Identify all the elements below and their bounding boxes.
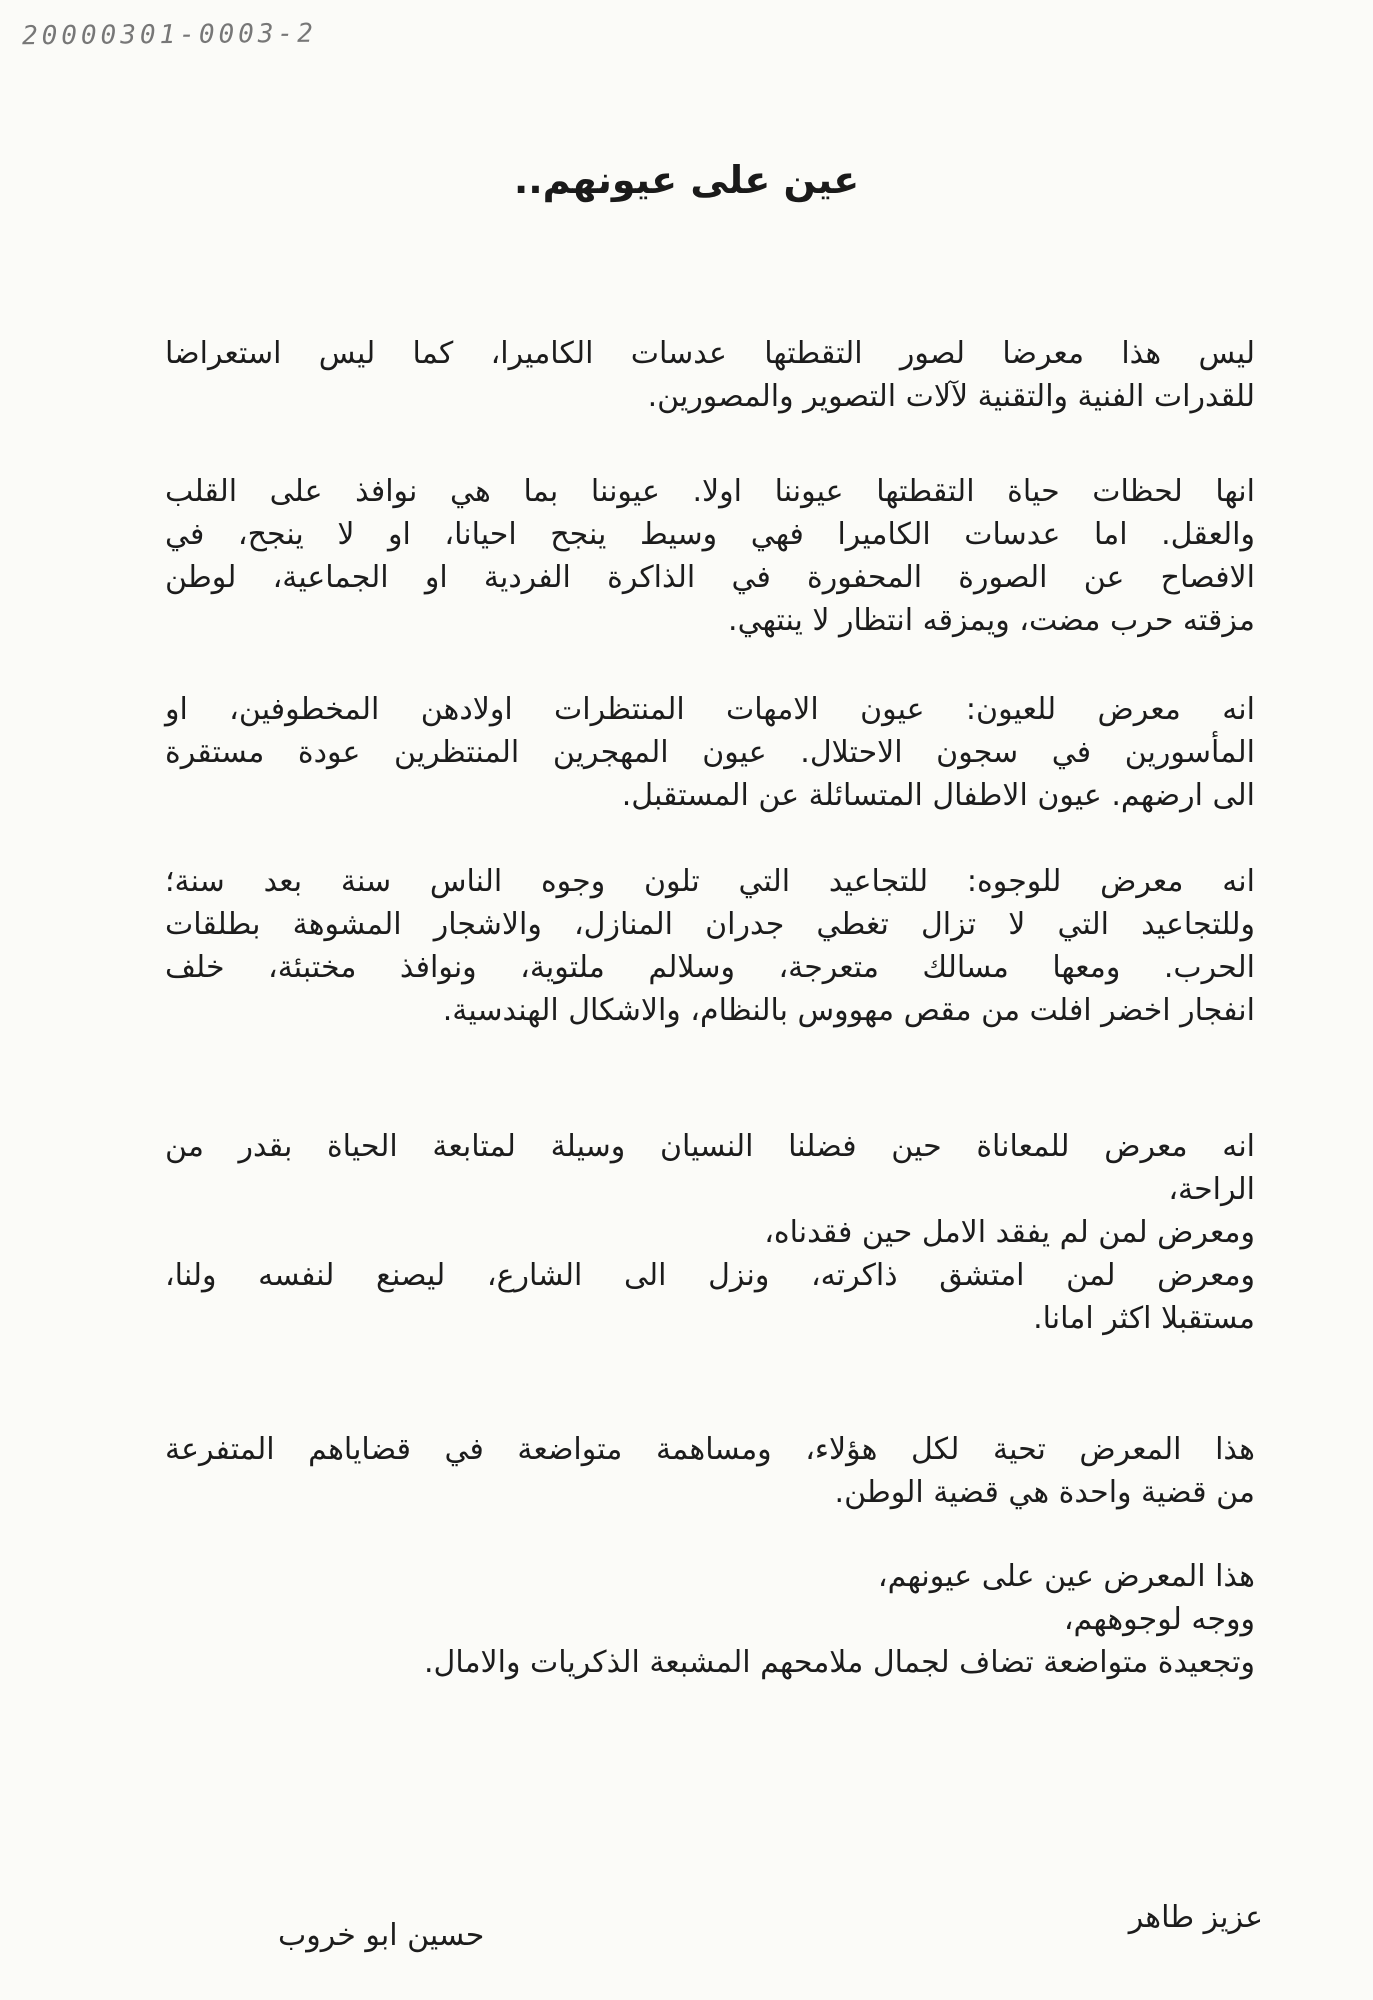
paragraph-eyes: [165, 688, 1255, 817]
paragraph-line: الراحة،: [1168, 1172, 1255, 1207]
paragraph-line: الى ارضهم. عيون الاطفال المتسائلة عن المستقبل.: [621, 778, 1255, 813]
paragraph-line: انه معرض للعيون: عيون الامهات المنتظرات اولادهن المخطوفين، او: [165, 692, 1255, 727]
paragraph-faces: [165, 860, 1255, 1032]
signature-hussein-abu-kharroub: حسين ابو خروب: [278, 1918, 485, 1953]
document-title: عين على عيونهم..: [513, 158, 860, 202]
paragraph-line: المأسورين في سجون الاحتلال. عيون المهجرين المنتظرين عودة مستقرة: [165, 735, 1255, 770]
paragraph-closing: [165, 1555, 1255, 1684]
paragraph-line: مزقته حرب مضت، ويمزقه انتظار لا ينتهي.: [728, 603, 1255, 638]
paragraph-line: من قضية واحدة هي قضية الوطن.: [834, 1475, 1255, 1510]
paragraph-line: الافصاح عن الصورة المحفورة في الذاكرة الفردية او الجماعية، لوطن: [165, 560, 1255, 595]
paragraph-line: انها لحظات حياة التقطتها عيوننا اولا. عيوننا بما هي نوافذ على القلب: [165, 474, 1255, 509]
paragraph-moments: [165, 470, 1255, 642]
paragraph-line: ووجه لوجوههم،: [1063, 1602, 1255, 1637]
paragraph-tribute: [165, 1428, 1255, 1514]
handwritten-reference-number: 20000301-0003-2: [21, 18, 317, 52]
paragraph-line: الحرب. ومعها مسالك متعرجة، وسلالم ملتوية، ونوافذ مختبئة، خلف: [165, 950, 1255, 985]
paragraph-line: مستقبلا اكثر امانا.: [1033, 1301, 1255, 1336]
paragraph-line: انفجار اخضر افلت من مقص مهووس بالنظام، والاشكال الهندسية.: [442, 993, 1255, 1028]
paragraph-line: انه معرض للمعاناة حين فضلنا النسيان وسيلة لمتابعة الحياة بقدر من: [165, 1129, 1255, 1164]
paragraph-suffering: [165, 1125, 1255, 1340]
paragraph-line: وتجعيدة متواضعة تضاف لجمال ملامحهم المشبعة الذكريات والامال.: [424, 1645, 1255, 1680]
paragraph-line: للقدرات الفنية والتقنية لآلات التصوير والمصورين.: [647, 379, 1255, 414]
paragraph-line: ومعرض لمن لم يفقد الامل حين فقدناه،: [764, 1215, 1255, 1250]
paragraph-intro: [165, 332, 1255, 418]
paragraph-line: وللتجاعيد التي لا تزال تغطي جدران المنازل، والاشجار المشوهة بطلقات: [165, 907, 1255, 942]
paragraph-line: هذا المعرض تحية لكل هؤلاء، ومساهمة متواضعة في قضاياهم المتفرعة: [165, 1432, 1255, 1467]
paragraph-line: هذا المعرض عين على عيونهم،: [877, 1559, 1255, 1594]
paragraph-line: ومعرض لمن امتشق ذاكرته، ونزل الى الشارع، ليصنع لنفسه ولنا،: [165, 1258, 1255, 1293]
paragraph-line: انه معرض للوجوه: للتجاعيد التي تلون وجوه الناس سنة بعد سنة؛: [165, 864, 1255, 899]
paragraph-line: ليس هذا معرضا لصور التقطتها عدسات الكاميرا، كما ليس استعراضا: [165, 336, 1255, 371]
signature-aziz-taher: عزيز طاهر: [1128, 1900, 1263, 1935]
paragraph-line: والعقل. اما عدسات الكاميرا فهي وسيط ينجح احيانا، او لا ينجح، في: [165, 517, 1255, 552]
